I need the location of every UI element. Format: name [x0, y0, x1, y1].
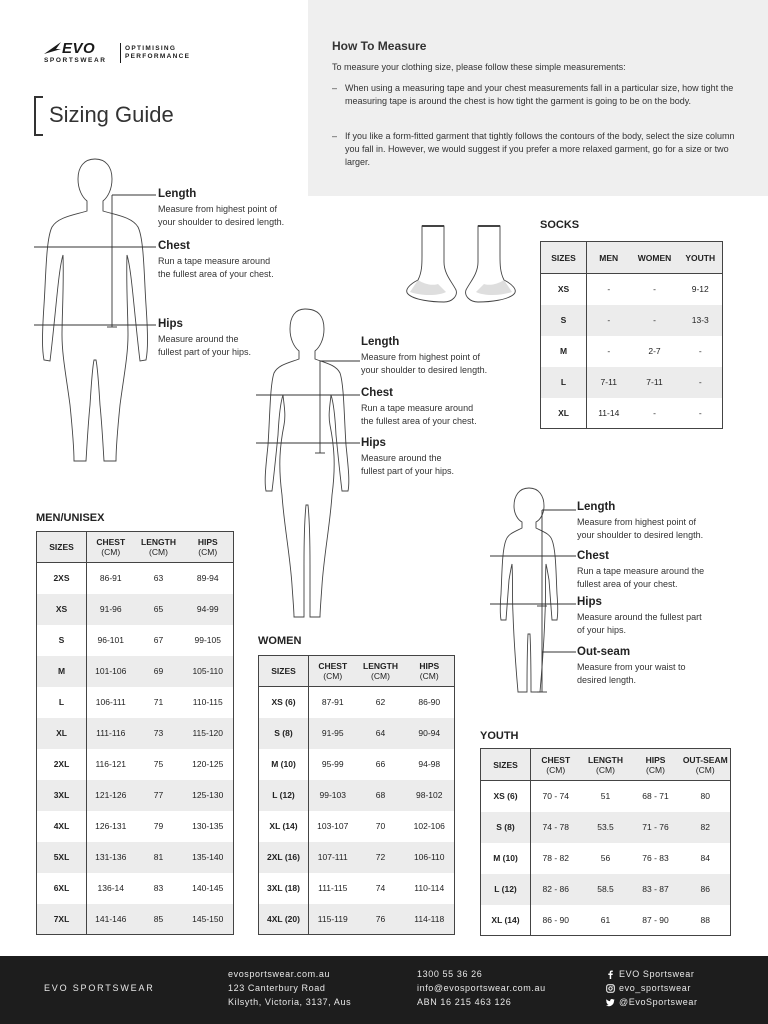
footer-email-link[interactable]: info@evosportswear.com.au	[417, 983, 546, 993]
women-table-row	[259, 811, 455, 842]
socks-size-cell: M	[541, 336, 587, 367]
men-value-cell: 96-101	[97, 635, 124, 645]
logo-brand: EVO	[62, 40, 96, 57]
socks-size-cell: L	[541, 367, 587, 398]
youth-value-cell: 61	[600, 914, 611, 925]
logo-tagline-1: OPTIMISING	[125, 45, 177, 52]
youth-table-row	[481, 843, 731, 874]
women-size-table	[258, 655, 455, 935]
men-table-row	[37, 718, 234, 749]
men-size-cell: M	[37, 656, 87, 687]
men-value-cell: 105-110	[183, 656, 234, 687]
women-table-row	[259, 749, 455, 780]
men-table-row	[37, 594, 234, 625]
youth-header-length: LENGTH (CM)	[581, 749, 631, 781]
men-value-cell: 69	[135, 656, 183, 687]
men-value-cell: 71	[153, 697, 164, 707]
men-header-hips: HIPS (CM)	[183, 532, 234, 563]
youth-size-cell: M (10)	[481, 843, 531, 874]
women-header-chest: CHEST (CM)	[309, 656, 357, 687]
men-table-row	[37, 780, 234, 811]
socks-value-cell: 13-3	[679, 305, 723, 336]
men-table-row	[37, 625, 234, 656]
men-size-cell: 6XL	[37, 873, 87, 904]
socks-value-cell: -	[653, 284, 656, 295]
men-hips-title: Hips	[158, 318, 183, 330]
youth-header-hips: HIPS (CM)	[631, 749, 681, 781]
socks-value-cell: -	[607, 284, 611, 295]
men-value-cell: 131-136	[87, 842, 135, 873]
women-value-cell: 66	[375, 759, 386, 769]
women-value-cell: 86-90	[418, 697, 441, 708]
socks-value-cell: -	[631, 305, 679, 336]
socks-value-cell: -	[587, 305, 631, 336]
socks-value-cell: -	[698, 346, 702, 356]
men-value-cell: 83	[153, 883, 164, 893]
men-value-cell: 130-135	[192, 821, 224, 831]
women-value-cell: 91-95	[309, 718, 357, 749]
socks-value-cell: -	[679, 367, 723, 398]
youth-value-cell: 70 - 74	[542, 791, 569, 802]
men-table-row	[37, 904, 234, 935]
women-table-row	[259, 687, 455, 718]
socks-table-row	[541, 305, 723, 336]
women-value-cell: 90-94	[405, 718, 455, 749]
women-value-cell: 72	[357, 842, 405, 873]
youth-outseam-desc: Measure from your waist to desired length.	[577, 662, 686, 685]
youth-value-cell: 84	[700, 853, 710, 863]
socks-size-cell: XS	[541, 274, 587, 305]
youth-value-cell: 78 - 82	[542, 853, 569, 863]
youth-size-cell: XS (6)	[481, 781, 531, 812]
title-bracket	[34, 96, 43, 136]
socks-value-cell: 7-11	[587, 367, 631, 398]
women-size-cell: 2XL (16)	[259, 842, 309, 873]
youth-chest-desc: Run a tape measure around the fullest area of your chest.	[577, 566, 705, 589]
men-value-cell: 116-121	[95, 759, 127, 769]
men-value-cell: 73	[135, 718, 183, 749]
youth-header-outseam: OUT-SEAM (CM)	[681, 749, 731, 781]
women-table-row	[259, 780, 455, 811]
men-value-cell: 75	[153, 759, 164, 769]
women-length-desc: Measure from highest point of your shoulder to desired length.	[361, 352, 488, 375]
youth-header-sizes: SIZES	[481, 749, 531, 781]
women-chest-desc: Run a tape measure around the fullest area of your chest.	[361, 403, 477, 426]
instagram-icon[interactable]	[606, 984, 615, 993]
youth-value-cell: 83 - 87	[631, 874, 681, 905]
women-header-hips: HIPS (CM)	[405, 656, 455, 687]
evo-swoosh-icon	[44, 41, 62, 55]
how-to-measure-intro: To measure your clothing size, please follow these simple measurements:	[332, 62, 626, 72]
men-size-cell: XS	[37, 594, 87, 625]
youth-value-cell: 86 - 90	[542, 914, 569, 925]
how-to-measure-title: How To Measure	[332, 39, 427, 53]
socks-header-women: WOMEN	[631, 242, 679, 274]
youth-table-row	[481, 874, 731, 905]
men-body-figure	[30, 155, 160, 467]
logo-tagline-2: PERFORMANCE	[125, 53, 191, 60]
footer-website-link[interactable]: evosportswear.com.au	[228, 969, 331, 979]
youth-value-cell: 51	[600, 791, 611, 802]
men-size-table	[36, 531, 234, 935]
facebook-icon[interactable]	[606, 970, 615, 979]
women-hips-desc: Measure around the fullest part of your hips.	[361, 453, 455, 476]
men-value-cell: 125-130	[183, 780, 234, 811]
men-value-cell: 63	[153, 573, 164, 584]
socks-size-table	[540, 241, 723, 429]
youth-header-chest: CHEST (CM)	[531, 749, 581, 781]
footer-brand: EVO SPORTSWEAR	[44, 983, 155, 993]
youth-value-cell: 80	[700, 791, 710, 802]
men-hips-desc: Measure around the fullest part of your hips.	[158, 334, 252, 357]
women-table-row	[259, 842, 455, 873]
men-value-cell: 110-115	[192, 697, 223, 707]
women-header-sizes: SIZES	[259, 656, 309, 687]
men-value-cell: 140-145	[192, 883, 224, 893]
women-chest-title: Chest	[361, 387, 393, 399]
men-value-cell: 65	[135, 594, 183, 625]
women-value-cell: 64	[357, 718, 405, 749]
women-value-cell: 115-119	[309, 904, 357, 935]
men-value-cell: 145-150	[183, 904, 234, 935]
how-to-measure-item: – If you like a form-fitted garment that tightly follows the contours of the body, select the size column you fall in. However, we would suggest if you prefer a more relaxed garment, go for a size or two larger.	[332, 131, 735, 167]
youth-size-table	[480, 748, 731, 936]
men-value-cell: 121-126	[87, 780, 135, 811]
socks-header-men: MEN	[587, 242, 631, 274]
women-size-cell: 3XL (18)	[259, 873, 309, 904]
men-value-cell: 91-96	[87, 594, 135, 625]
men-table-row	[37, 811, 234, 842]
socks-value-cell: 2-7	[648, 346, 661, 356]
men-table-row	[37, 842, 234, 873]
logo-divider	[120, 43, 121, 63]
women-value-cell: 111-115	[318, 883, 348, 893]
women-table-row	[259, 718, 455, 749]
men-header-chest: CHEST (CM)	[87, 532, 135, 563]
socks-size-cell: S	[541, 305, 587, 336]
evo-logo	[44, 40, 204, 66]
youth-size-cell: L (12)	[481, 874, 531, 905]
men-table-row	[37, 687, 234, 718]
footer-instagram-link[interactable]: evo_sportswear	[619, 983, 691, 993]
men-size-cell: 2XS	[37, 563, 87, 594]
men-value-cell: 106-111	[95, 697, 126, 707]
youth-value-cell: 86	[681, 874, 731, 905]
socks-table-row	[541, 398, 723, 429]
women-value-cell: 70	[375, 821, 386, 831]
footer-address-line-1: 123 Canterbury Road	[228, 983, 326, 993]
men-size-cell: 7XL	[37, 904, 87, 935]
footer-abn: ABN 16 215 463 126	[417, 997, 512, 1007]
youth-value-cell: 53.5	[581, 812, 631, 843]
men-value-cell: 101-106	[87, 656, 135, 687]
men-value-cell: 77	[135, 780, 183, 811]
men-value-cell: 120-125	[192, 759, 224, 769]
youth-value-cell: 68 - 71	[642, 791, 669, 802]
men-value-cell: 85	[135, 904, 183, 935]
women-size-cell: M (10)	[259, 749, 309, 780]
youth-value-cell: 87 - 90	[642, 914, 669, 925]
socks-value-cell: -	[653, 407, 656, 418]
youth-value-cell: 71 - 76	[631, 812, 681, 843]
youth-body-figure	[486, 484, 578, 700]
socks-table-row	[541, 336, 723, 367]
youth-size-cell: S (8)	[481, 812, 531, 843]
men-size-cell: 2XL	[37, 749, 87, 780]
men-size-cell: XL	[37, 718, 87, 749]
youth-table-label: YOUTH	[480, 730, 519, 742]
women-value-cell: 76	[357, 904, 405, 935]
youth-table-row	[481, 905, 731, 936]
men-value-cell: 111-116	[87, 718, 135, 749]
youth-chest-title: Chest	[577, 550, 609, 562]
women-value-cell: 68	[357, 780, 405, 811]
men-length-desc: Measure from highest point of your shoulder to desired length.	[158, 204, 285, 227]
footer	[0, 956, 768, 1024]
women-table-row	[259, 904, 455, 935]
men-chest-title: Chest	[158, 240, 190, 252]
women-value-cell: 98-102	[405, 780, 455, 811]
men-size-cell: 4XL	[37, 811, 87, 842]
socks-value-cell: -	[698, 407, 702, 418]
men-chest-desc: Run a tape measure around the fullest area of your chest.	[158, 256, 274, 279]
youth-value-cell: 56	[600, 853, 611, 863]
women-header-length: LENGTH (CM)	[357, 656, 405, 687]
men-table-row	[37, 563, 234, 594]
socks-table-row	[541, 367, 723, 398]
men-size-cell: L	[37, 687, 87, 718]
women-value-cell: 94-98	[418, 759, 441, 769]
men-value-cell: 135-140	[183, 842, 234, 873]
women-value-cell: 62	[375, 697, 386, 708]
women-size-cell: S (8)	[259, 718, 309, 749]
youth-value-cell: 88	[700, 914, 710, 925]
women-size-cell: XL (14)	[259, 811, 309, 842]
women-table-label: WOMEN	[258, 635, 302, 647]
men-table-row	[37, 873, 234, 904]
men-value-cell: 126-131	[95, 821, 127, 831]
women-hips-title: Hips	[361, 437, 386, 449]
men-value-cell: 115-120	[183, 718, 234, 749]
socks-header-youth: YOUTH	[679, 242, 723, 274]
footer-facebook-link[interactable]: EVO Sportswear	[619, 969, 695, 979]
men-size-cell: 3XL	[37, 780, 87, 811]
socks-figure	[402, 222, 522, 308]
footer-twitter-link[interactable]: @EvoSportswear	[619, 997, 698, 1007]
youth-table-row	[481, 781, 731, 812]
men-value-cell: 79	[153, 821, 164, 831]
youth-value-cell: 58.5	[581, 874, 631, 905]
men-length-title: Length	[158, 188, 197, 200]
youth-outseam-title: Out-seam	[577, 646, 631, 658]
women-size-cell: L (12)	[259, 780, 309, 811]
youth-hips-title: Hips	[577, 596, 602, 608]
logo-brand-sub: SPORTSWEAR	[44, 57, 107, 64]
socks-header-sizes: SIZES	[541, 242, 587, 274]
women-value-cell: 114-118	[405, 904, 455, 935]
socks-value-cell: -	[607, 346, 611, 356]
men-value-cell: 99-105	[194, 635, 221, 645]
men-value-cell: 81	[135, 842, 183, 873]
women-body-figure	[252, 305, 362, 623]
men-header-length: LENGTH (CM)	[135, 532, 183, 563]
socks-label: SOCKS	[540, 219, 580, 231]
footer-address-line-2: Kilsyth, Victoria, 3137, Aus	[228, 997, 352, 1007]
socks-value-cell: 7-11	[631, 367, 679, 398]
men-value-cell: 67	[153, 635, 164, 645]
women-value-cell: 87-91	[321, 697, 344, 708]
women-value-cell: 106-110	[405, 842, 455, 873]
women-value-cell: 103-107	[317, 821, 349, 831]
men-table-row	[37, 656, 234, 687]
women-size-cell: XS (6)	[259, 687, 309, 718]
men-value-cell: 136-14	[97, 883, 124, 893]
socks-value-cell: 9-12	[691, 284, 709, 295]
youth-size-cell: XL (14)	[481, 905, 531, 936]
socks-value-cell: 11-14	[598, 407, 620, 418]
men-value-cell: 89-94	[196, 573, 219, 584]
men-table-row	[37, 749, 234, 780]
men-value-cell: 86-91	[99, 573, 122, 584]
footer-phone[interactable]: 1300 55 36 26	[417, 969, 483, 979]
socks-size-cell: XL	[541, 398, 587, 429]
youth-table-row	[481, 812, 731, 843]
men-size-cell: 5XL	[37, 842, 87, 873]
women-value-cell: 110-114	[414, 883, 445, 893]
youth-value-cell: 74 - 78	[531, 812, 581, 843]
youth-length-title: Length	[577, 501, 616, 513]
men-size-cell: S	[37, 625, 87, 656]
women-length-title: Length	[361, 336, 400, 348]
women-value-cell: 99-103	[309, 780, 357, 811]
women-size-cell: 4XL (20)	[259, 904, 309, 935]
men-value-cell: 94-99	[183, 594, 234, 625]
women-table-row	[259, 873, 455, 904]
men-value-cell: 141-146	[87, 904, 135, 935]
women-value-cell: 107-111	[309, 842, 357, 873]
youth-value-cell: 82	[681, 812, 731, 843]
women-value-cell: 102-106	[413, 821, 445, 831]
youth-value-cell: 76 - 83	[642, 853, 669, 863]
women-value-cell: 74	[375, 883, 386, 893]
men-header-sizes: SIZES	[37, 532, 87, 563]
youth-hips-desc: Measure around the fullest part of your hips.	[577, 612, 702, 635]
youth-value-cell: 82 - 86	[531, 874, 581, 905]
twitter-icon[interactable]	[606, 998, 615, 1007]
youth-length-desc: Measure from highest point of your shoulder to desired length.	[577, 517, 704, 540]
men-table-label: MEN/UNISEX	[36, 512, 105, 524]
women-value-cell: 95-99	[321, 759, 344, 769]
how-to-measure-item: – When using a measuring tape and your chest measurements fall in a particular size, how tight the measuring tape is around the chest is how tight the garment is going to be on the body.	[332, 83, 734, 106]
socks-table-row	[541, 274, 723, 305]
page-title: Sizing Guide	[49, 102, 174, 127]
